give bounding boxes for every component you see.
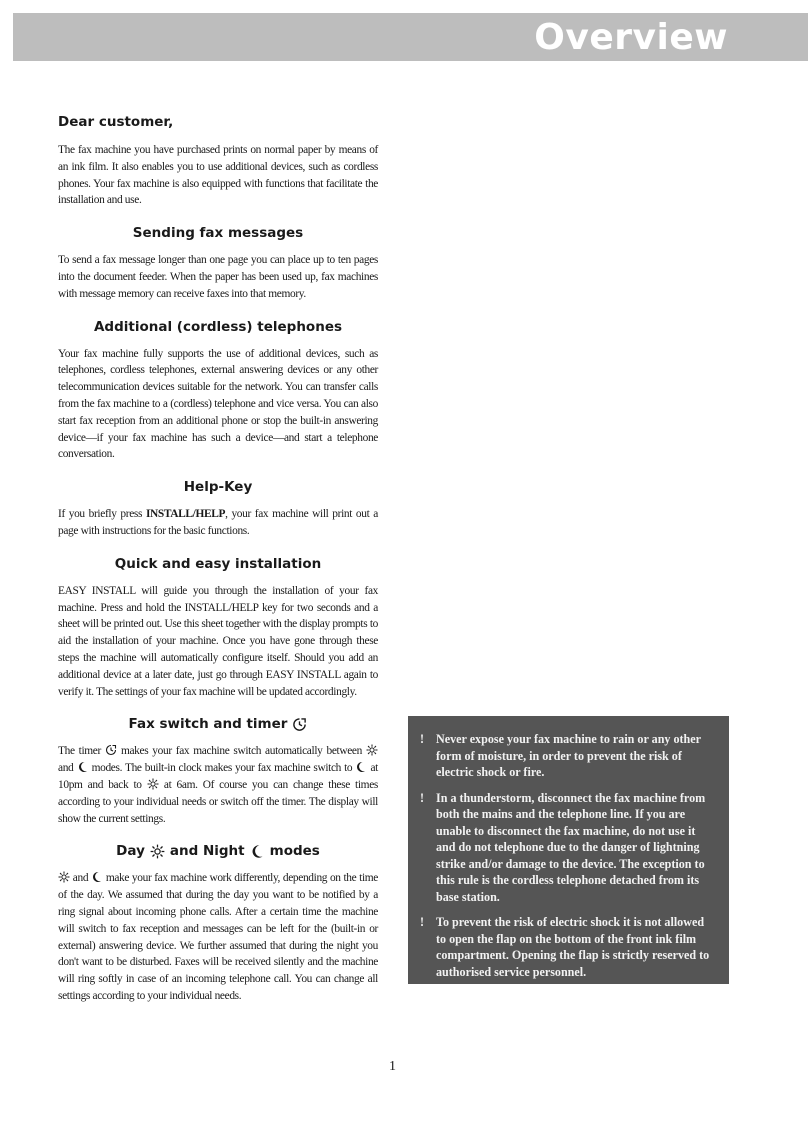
safety-warning-box xyxy=(408,716,729,984)
text: at 10pm and back to xyxy=(58,762,378,791)
key-name: INSTALL/HELP xyxy=(145,508,226,521)
warning-mark: ! xyxy=(420,732,425,746)
text: and xyxy=(70,872,92,885)
moon-icon xyxy=(355,761,367,773)
heading-text: Help-Key xyxy=(183,479,253,496)
sun-icon xyxy=(147,778,159,790)
section-heading-help xyxy=(58,479,378,495)
warning-text: To prevent the risk of electric shock it is not allowed to open the flap on the bottom of the front ink film compartment. Opening the flap is strictly reserved to authorised service personnel. xyxy=(436,915,710,979)
heading-text: Quick and easy installation xyxy=(114,555,322,572)
daynight-paragraph xyxy=(58,870,378,1004)
text: , your fax machine will print out a page with instructions for the basic functions. xyxy=(58,508,378,537)
warning-text: In a thunderstorm, disconnect the fax machine from both the mains and the telephone line. If you are unable to disconnect the fax machine, do not use it and do not telephone due to the danger of lightning strike and/or damage to the device. The exception to this rule is the cordless telephone detached from its base station. xyxy=(436,790,706,904)
moon-icon xyxy=(91,871,103,883)
text: at 6am. Of course you can change these times according to your individual needs or switch off the timer. The display will show the current settings. xyxy=(58,778,378,825)
intro-paragraph: The fax machine you have purchased prints on normal paper by means of an ink film. It also enables you to use additional devices, such as cordless phones. Your fax machine is also equipped with functions that facilitate the installation and use. xyxy=(58,144,378,207)
install-paragraph: EASY INSTALL will guide you through the installation of your fax machine. Press and hold the INSTALL/HELP key for two seconds and a sheet will be printed out. Use this sheet together with the display prompts to aid the installation of your machine. Once you have gone through these steps the machine will automatically configure itself. Should you add an additional device at a later date, just go through EASY INSTALL again to verify it. The settings of your fax machine will be updated accordingly. xyxy=(58,584,378,698)
timer-icon xyxy=(292,717,307,732)
sun-icon xyxy=(366,744,378,756)
text: If you briefly press xyxy=(58,508,146,521)
heading-text: Sending fax messages xyxy=(132,225,304,242)
section-heading-install xyxy=(58,556,378,572)
text: makes your fax machine switch automatically between xyxy=(116,745,366,758)
heading-text: Day xyxy=(116,843,145,860)
heading-text: and Night xyxy=(169,843,245,860)
warning-text: Never expose your fax machine to rain or any other form of moisture, in order to prevent the risk of electric shock or fire. xyxy=(436,732,701,779)
sending-paragraph: To send a fax message longer than one page you can place up to ten pages into the document feeder. When the paper has been used up, fax machines with message memory can receive faxes into that memory. xyxy=(58,254,378,300)
warning-item xyxy=(418,731,715,781)
timer-paragraph xyxy=(58,743,378,827)
header-bar xyxy=(13,13,808,61)
moon-icon xyxy=(77,761,89,773)
timer-icon xyxy=(105,744,117,756)
help-paragraph xyxy=(58,506,378,540)
page-number: 1 xyxy=(389,1059,396,1074)
section-heading-daynight xyxy=(58,843,378,859)
text: modes. The built-in clock makes your fax machine switch to xyxy=(88,762,356,775)
warning-item xyxy=(418,790,715,906)
additional-paragraph: Your fax machine fully supports the use of additional devices, such as telephones, cordless telephones, external answering devices or any other telecommunication devices suitable for the network. You can transfer calls from the fax machine to a (cordless) telephone and vice versa. You can also start fax reception from an additional phone or stop the built-in answering device—if your fax machine has such a device—and start a telephone conversation. xyxy=(58,347,378,461)
sun-icon xyxy=(58,871,70,883)
text: make your fax machine work differently, depending on the time of the day. We assumed that during the day you want to be notified by a ring signal about incoming phone calls. After a certain time the machine will switch to fax reception and messages can be left for the (built-in or external) answering device. We further assumed that during the night you don't want to be disturbed. Faxes will be received silently and the machine will ring softly in case of an incoming telephone call. You can change all settings according to your individual needs. xyxy=(58,872,378,1002)
text: and xyxy=(58,762,77,775)
moon-icon xyxy=(250,844,265,859)
page-title: Overview xyxy=(534,17,728,58)
heading-text: modes xyxy=(269,843,320,860)
section-heading-timer xyxy=(58,716,378,732)
heading-text: Fax switch and timer xyxy=(128,716,288,733)
warning-mark: ! xyxy=(420,915,425,929)
greeting: Dear customer, xyxy=(58,114,174,130)
text: The timer xyxy=(58,745,105,758)
heading-text: Additional (cordless) telephones xyxy=(93,318,343,335)
main-column xyxy=(58,114,378,1005)
warning-mark: ! xyxy=(420,790,425,805)
section-heading-sending xyxy=(58,225,378,241)
sun-icon xyxy=(150,844,165,859)
warning-item xyxy=(418,914,715,980)
section-heading-additional xyxy=(58,319,378,335)
